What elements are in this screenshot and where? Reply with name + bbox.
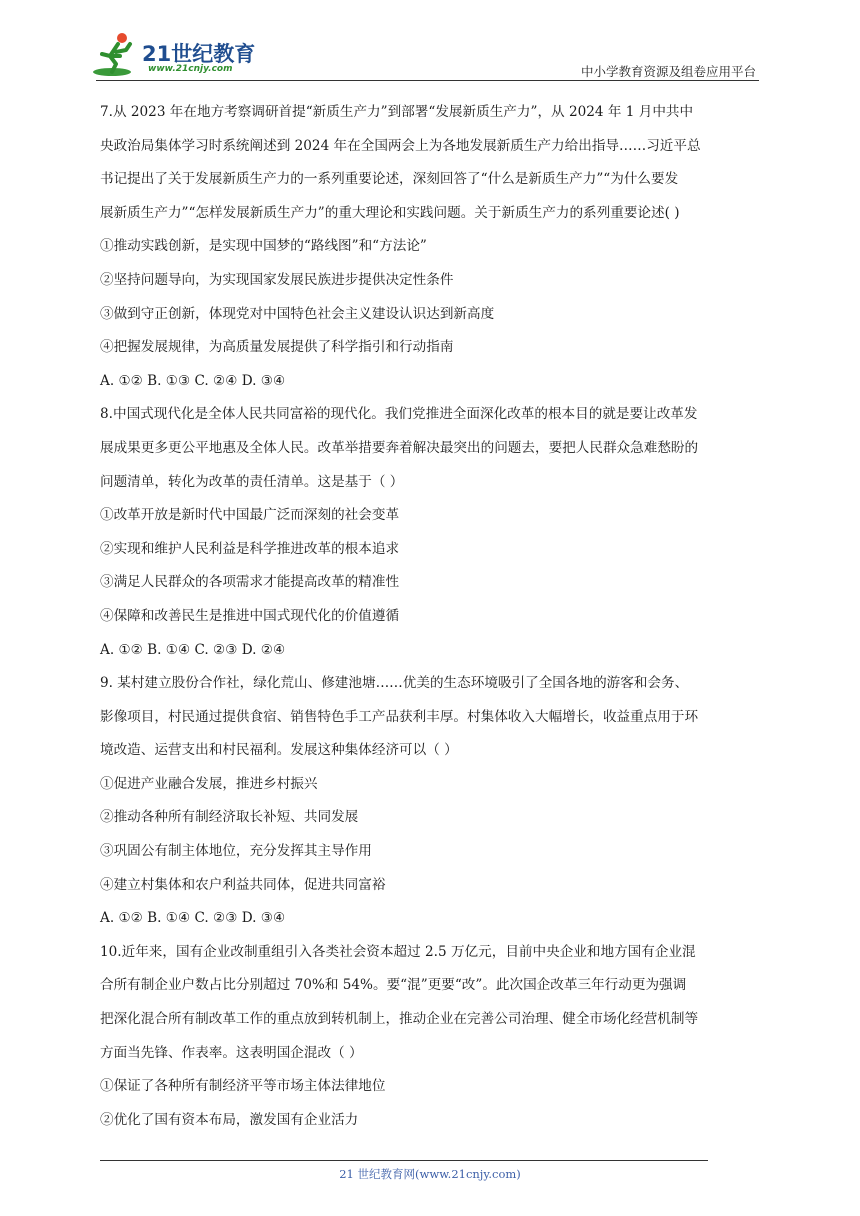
page-header <box>0 0 860 90</box>
text-line: 展新质生产力”“怎样发展新质生产力”的重大理论和实践问题。关于新质生产力的系列重要论述( ) <box>100 204 680 221</box>
site-logo[interactable] <box>92 30 262 80</box>
logo-url: www.21cnjy.com <box>148 64 233 74</box>
text-line: 10.近年来，国有企业改制重组引入各类社会资本超过 2.5 万亿元，目前中央企业和地方国有企业混 <box>100 943 696 960</box>
text-line: ①改革开放是新时代中国最广泛而深刻的社会变革 <box>100 507 400 524</box>
logo-text: 21世纪教育 <box>142 42 256 66</box>
text-line: ③做到守正创新，体现党对中国特色社会主义建设认识达到新高度 <box>100 305 495 322</box>
text-line: ④保障和改善民生是推进中国式现代化的价值遵循 <box>100 607 400 624</box>
text-line: A. ①② B. ①④ C. ②③ D. ②④ <box>100 641 286 658</box>
text-line: 书记提出了关于发展新质生产力的一系列重要论述，深刻回答了“什么是新质生产力”“为什么要发 <box>100 171 679 188</box>
footer-source[interactable]: 21 世纪教育网(www.21cnjy.com) <box>339 1167 521 1181</box>
text-line: ①推动实践创新，是实现中国梦的“路线图”和“方法论” <box>100 238 427 255</box>
text-line: ②实现和维护人民利益是科学推进改革的根本追求 <box>100 540 400 557</box>
text-line: 9. 某村建立股份合作社，绿化荒山、修建池塘……优美的生态环境吸引了全国各地的游客和会务、 <box>100 675 689 692</box>
text-line: 央政治局集体学习时系统阐述到 2024 年在全国两会上为各地发展新质生产力给出指导……习近平总 <box>100 137 701 154</box>
text-line: 境改造、运营支出和村民福利。发展这种集体经济可以（ ） <box>100 742 458 759</box>
text-line: ②推动各种所有制经济取长补短、共同发展 <box>100 809 359 826</box>
text-line: 问题清单，转化为改革的责任清单。这是基于（ ） <box>100 473 404 490</box>
text-line: ②坚持问题导向，为实现国家发展民族进步提供决定性条件 <box>100 271 454 288</box>
text-line: 7.从 2023 年在地方考察调研首提“新质生产力”到部署“发展新质生产力”，从 2024 年 1 月中共中 <box>100 104 694 120</box>
text-line: ①保证了各种所有制经济平等市场主体法律地位 <box>100 1078 386 1095</box>
text-line: 8.中国式现代化是全体人民共同富裕的现代化。我们党推进全面深化改革的根本目的就是要让改革发 <box>100 406 698 423</box>
text-line: ③满足人民群众的各项需求才能提高改革的精准性 <box>100 574 400 591</box>
text-line: 合所有制企业户数占比分别超过 70%和 54%。要“混”更要“改”。此次国企改革三年行动更为强调 <box>100 977 687 994</box>
text-line: ④建立村集体和农户利益共同体，促进共同富裕 <box>100 876 386 893</box>
text-line: ①促进产业融合发展，推进乡村振兴 <box>100 775 318 792</box>
platform-title: 中小学教育资源及组卷应用平台 <box>580 64 756 79</box>
document-body <box>100 102 772 1143</box>
text-line: 方面当先锋、作表率。这表明国企混改（ ） <box>100 1044 363 1061</box>
text-line: ②优化了国有资本布局，激发国有企业活力 <box>100 1111 359 1128</box>
text-line: ④把握发展规律，为高质量发展提供了科学指引和行动指南 <box>100 339 454 356</box>
text-line: A. ①② B. ①③ C. ②④ D. ③④ <box>100 372 286 389</box>
text-line: 影像项目，村民通过提供食宿、销售特色手工产品获利丰厚。村集体收入大幅增长，收益重点用于环 <box>100 708 699 725</box>
text-line: ③巩固公有制主体地位，充分发挥其主导作用 <box>100 843 372 860</box>
text-line: A. ①② B. ①④ C. ②③ D. ③④ <box>100 910 286 927</box>
text-line: 把深化混合所有制改革工作的重点放到转机制上，推动企业在完善公司治理、健全市场化经营机制等 <box>100 1011 699 1028</box>
running-figure-icon <box>92 30 142 78</box>
text-line: 展成果更多更公平地惠及全体人民。改革举措要奔着解决最突出的问题去，要把人民群众急难愁盼的 <box>100 439 699 456</box>
footer-divider <box>100 1160 708 1161</box>
header-divider <box>96 80 759 81</box>
